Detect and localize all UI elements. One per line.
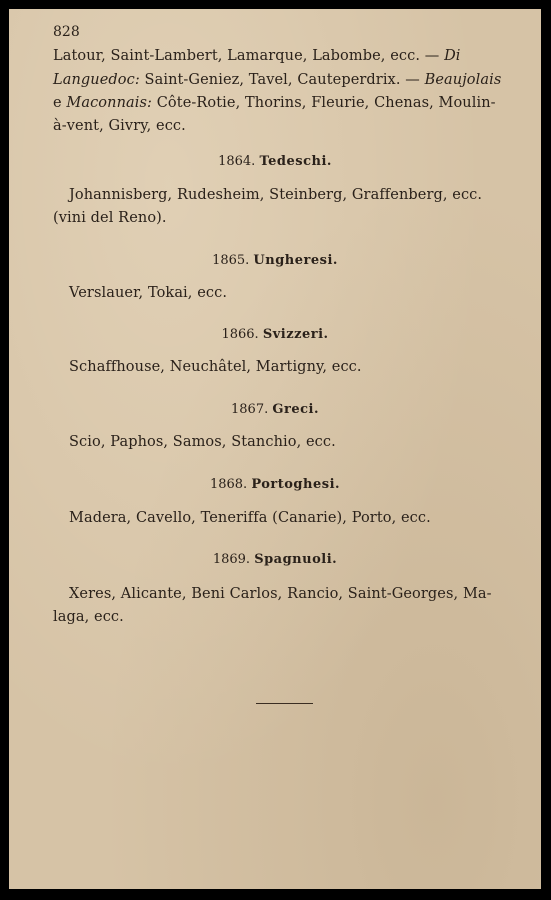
section-number: 1867. [231, 402, 269, 417]
section-line: Madera, Cavello, Teneriffa (Canarie), Porto, ecc. [69, 510, 431, 526]
page-number: 828 [53, 24, 80, 40]
intro-line-1-italic: Di [444, 48, 461, 64]
section-line: laga, ecc. [53, 609, 124, 625]
section-line: Schaffhouse, Neuchâtel, Martigny, ecc. [69, 359, 362, 375]
section-line: Xeres, Alicante, Beni Carlos, Rancio, Saint-Georges, Ma- [69, 586, 492, 602]
intro-line-2-italic-a: Languedoc: [53, 72, 140, 88]
end-rule [256, 703, 313, 704]
section-heading-ungheresi [9, 253, 541, 268]
section-line: Verslauer, Tokai, ecc. [69, 285, 228, 301]
section-number: 1864. [218, 154, 256, 169]
section-number: 1865. [212, 253, 250, 268]
intro-line-2 [53, 72, 501, 88]
intro-line-1 [53, 48, 461, 64]
intro-line-3-b: Côte-Rotie, Thorins, Fleurie, Chenas, Moulin- [152, 95, 496, 111]
section-line: Scio, Paphos, Samos, Stanchio, ecc. [69, 434, 336, 450]
section-line: (vini del Reno). [53, 210, 167, 226]
section-name: Svizzeri. [262, 327, 329, 342]
section-number: 1868. [209, 477, 248, 492]
section-name: Portoghesi. [251, 477, 341, 492]
intro-line-2-italic-b: Beaujolais [424, 72, 502, 88]
section-line: Johannisberg, Rudesheim, Steinberg, Graffenberg, ecc. [69, 187, 483, 203]
book-page [9, 9, 541, 889]
section-heading-svizzeri [9, 327, 541, 342]
intro-line-3-a: e [53, 95, 67, 111]
section-heading-greci [9, 402, 541, 417]
intro-line-3-italic: Maconnais: [66, 95, 153, 111]
section-name: Spagnuoli. [254, 552, 338, 567]
intro-line-3 [53, 95, 496, 111]
section-number: 1866. [221, 327, 259, 342]
section-name: Ungheresi. [253, 253, 338, 268]
intro-line-2-text: Saint-Geniez, Tavel, Cauteperdrix. — [139, 72, 425, 88]
section-heading-portoghesi [9, 477, 541, 492]
section-heading-spagnuoli [9, 552, 541, 567]
intro-line-4: à-vent, Givry, ecc. [53, 118, 186, 134]
section-number: 1869. [212, 552, 251, 567]
intro-line-1-text: Latour, Saint-Lambert, Lamarque, Labombe, ecc. — [53, 48, 445, 64]
section-name: Tedeschi. [259, 154, 332, 169]
section-heading-tedeschi [9, 154, 541, 169]
section-name: Greci. [272, 402, 319, 417]
